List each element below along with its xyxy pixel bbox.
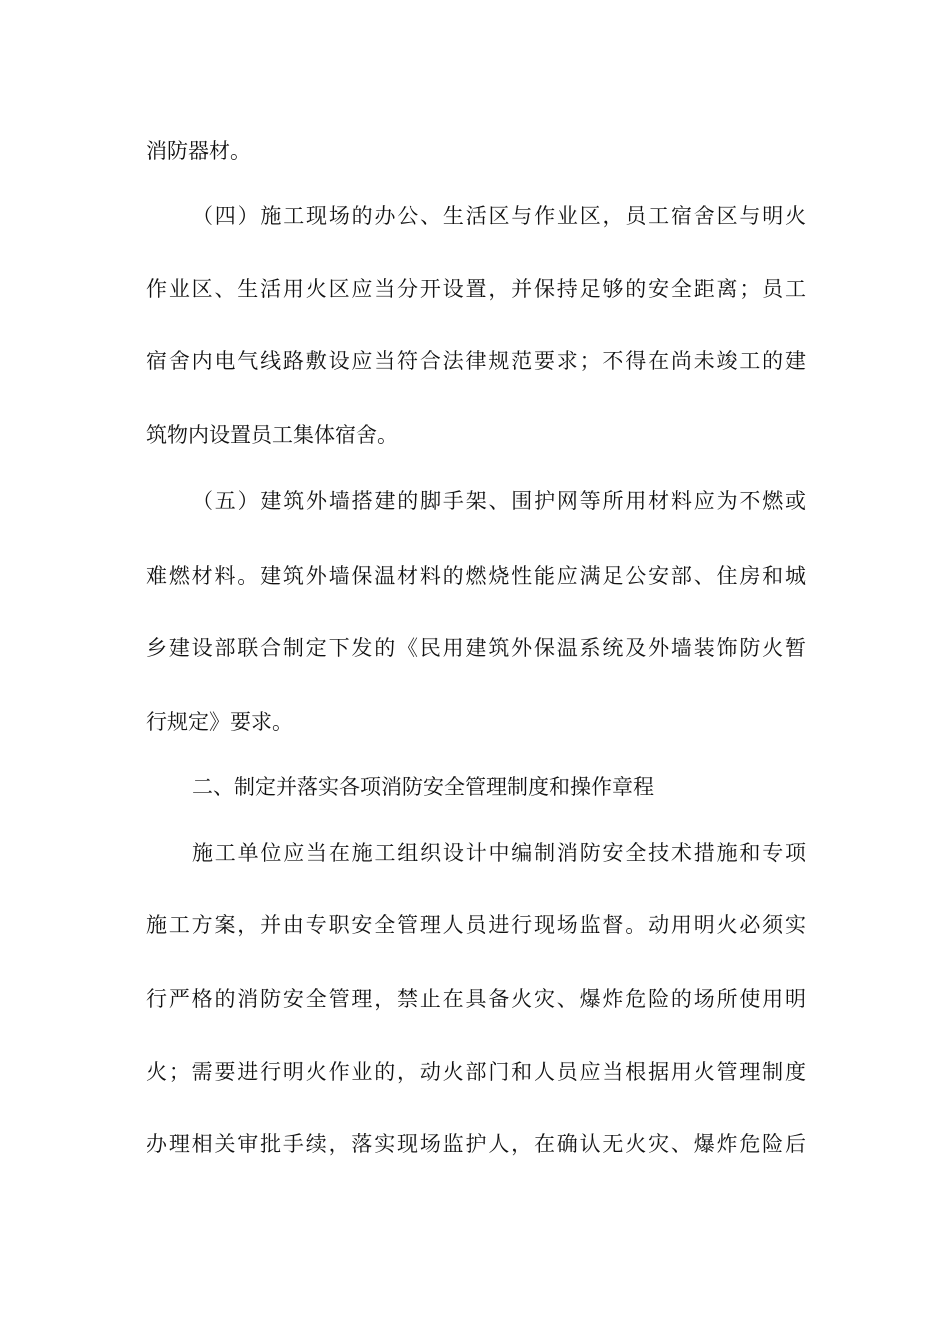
- paragraph-line: 办理相关审批手续，落实现场监护人，在确认无火灾、爆炸危险后: [146, 1132, 806, 1156]
- paragraph-first-line: 施工单位应当在施工组织设计中编制消防安全技术措施和专项: [192, 841, 806, 865]
- paragraph-line: 行严格的消防安全管理，禁止在具备火灾、爆炸危险的场所使用明: [146, 987, 806, 1011]
- section-heading: 二、制定并落实各项消防安全管理制度和操作章程: [192, 775, 654, 799]
- paragraph-line: 行规定》要求。: [146, 710, 293, 734]
- paragraph-line: 难燃材料。建筑外墙保温材料的燃烧性能应满足公安部、住房和城: [146, 564, 806, 588]
- paragraph-line: 乡建设部联合制定下发的《民用建筑外保温系统及外墙装饰防火暂: [146, 636, 806, 660]
- section-4-first-line: （四）施工现场的办公、生活区与作业区，员工宿舍区与明火: [192, 204, 806, 228]
- paragraph-line: 筑物内设置员工集体宿舍。: [146, 423, 398, 447]
- paragraph-line: 作业区、生活用火区应当分开设置，并保持足够的安全距离；员工: [146, 277, 806, 301]
- paragraph-line: 消防器材。: [146, 139, 251, 163]
- paragraph-line: 宿舍内电气线路敷设应当符合法律规范要求；不得在尚未竣工的建: [146, 349, 806, 373]
- paragraph-line: 火；需要进行明火作业的，动火部门和人员应当根据用火管理制度: [146, 1060, 806, 1084]
- paragraph-line: 施工方案，并由专职安全管理人员进行现场监督。动用明火必须实: [146, 913, 806, 937]
- section-5-first-line: （五）建筑外墙搭建的脚手架、围护网等所用材料应为不燃或: [192, 489, 806, 513]
